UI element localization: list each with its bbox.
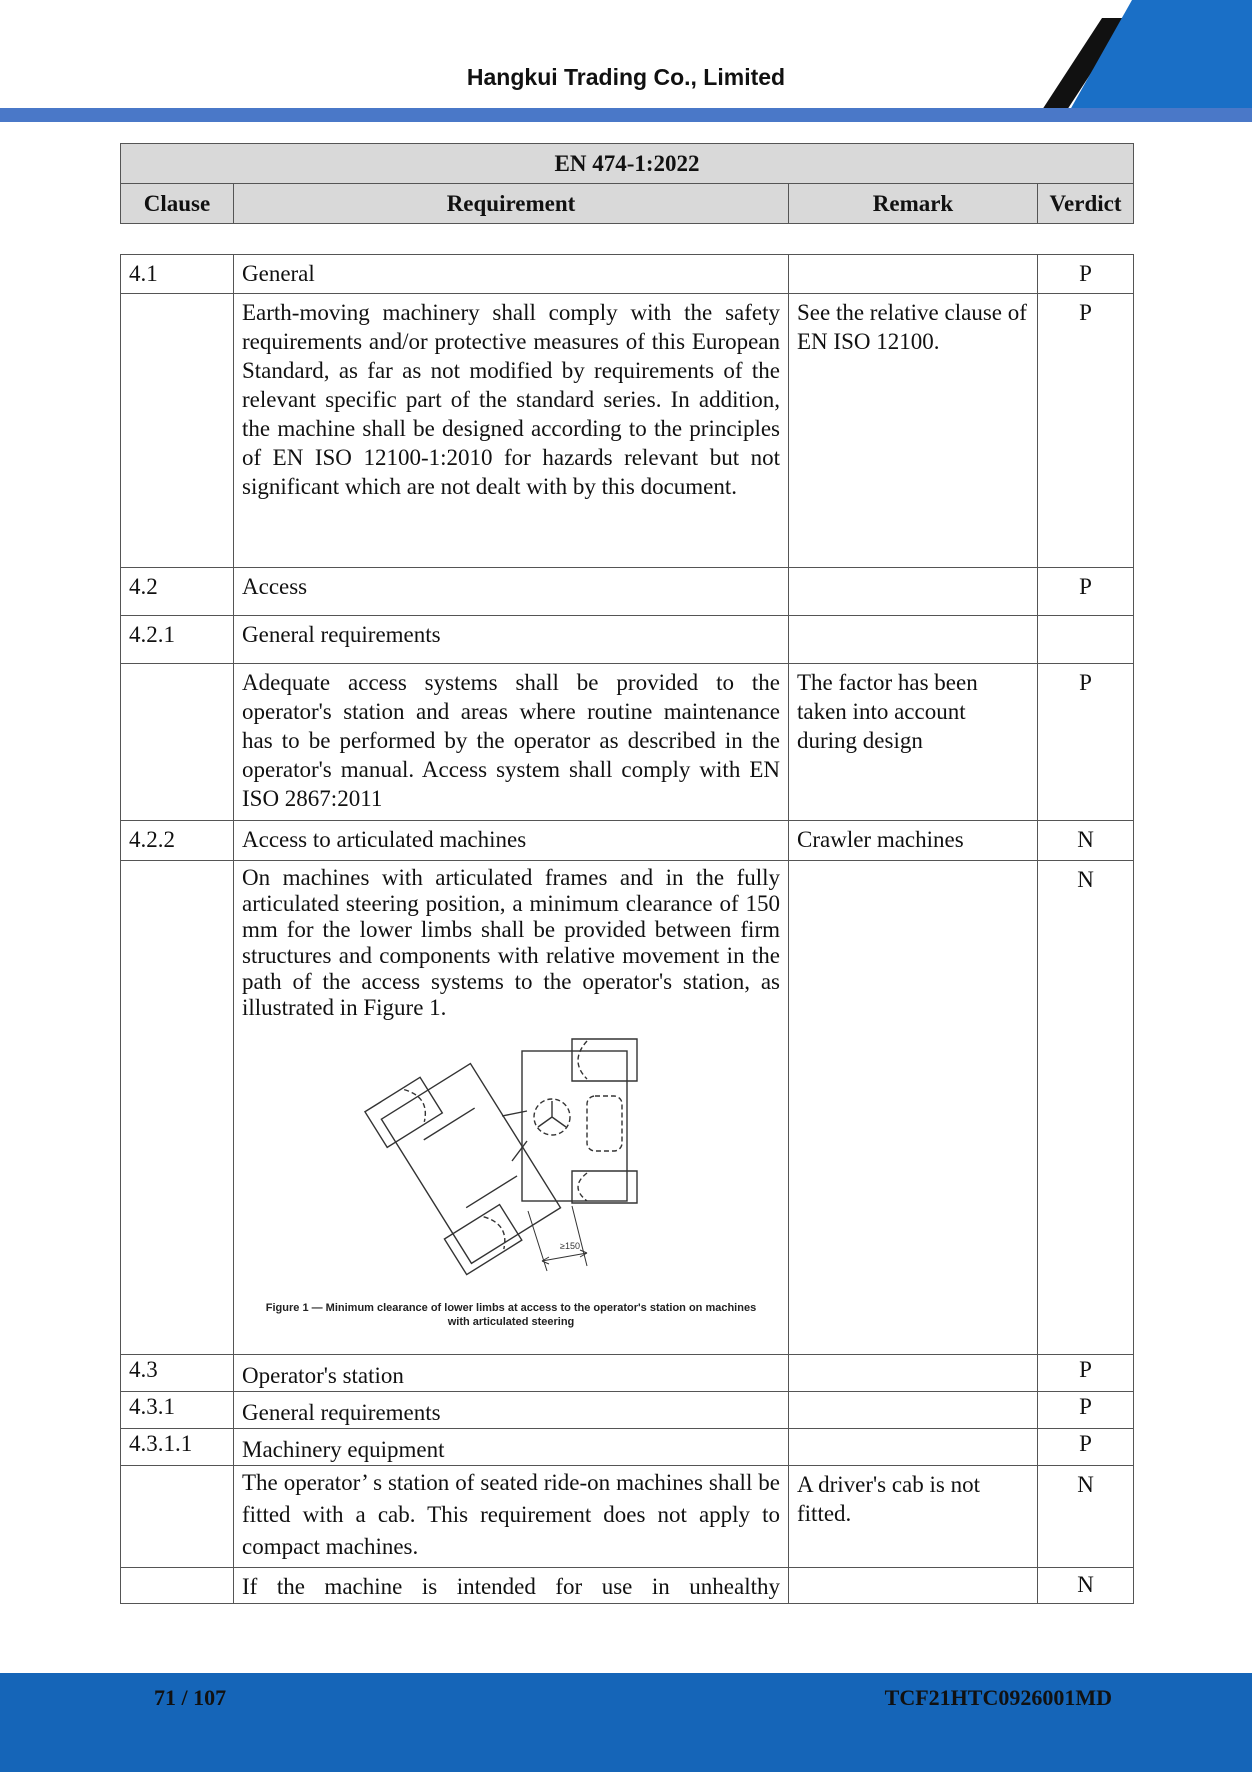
remark-cell: [789, 616, 1038, 664]
table-row: [121, 1429, 1134, 1466]
requirement-cell: Access to articulated machines: [234, 821, 789, 861]
requirement-cell: If the machine is intended for use in unhealthy: [234, 1568, 789, 1604]
verdict-cell: P: [1038, 1355, 1134, 1392]
verdict-cell: N: [1038, 861, 1134, 1355]
verdict-cell: [1038, 616, 1134, 664]
verdict-cell: P: [1038, 1392, 1134, 1429]
requirement-cell: General requirements: [234, 1392, 789, 1429]
table-row: [121, 1392, 1134, 1429]
header-band: [0, 108, 1252, 122]
requirement-cell: Access: [234, 568, 789, 616]
remark-cell: [789, 1429, 1038, 1466]
table-row: [121, 1466, 1134, 1568]
requirement-cell-with-figure: [234, 861, 789, 1355]
table-row: [121, 821, 1134, 861]
clause-cell: 4.3.1: [121, 1392, 234, 1429]
company-name: Hangkui Trading Co., Limited: [466, 64, 786, 90]
table-row: [121, 1568, 1134, 1604]
table-row: [121, 664, 1134, 821]
remark-cell: [789, 1355, 1038, 1392]
requirement-cell: General requirements: [234, 616, 789, 664]
figure-1: [242, 1021, 780, 1341]
verdict-cell: N: [1038, 1466, 1134, 1568]
clause-cell: [121, 1568, 234, 1604]
verdict-cell: N: [1038, 821, 1134, 861]
clause-cell: 4.2.2: [121, 821, 234, 861]
verdict-cell: P: [1038, 1429, 1134, 1466]
clause-cell: 4.2.1: [121, 616, 234, 664]
table-row: [121, 294, 1134, 568]
clause-cell: [121, 1466, 234, 1568]
verdict-cell: N: [1038, 1568, 1134, 1604]
remark-cell: See the relative clause of EN ISO 12100.: [789, 294, 1038, 568]
table-row: [121, 255, 1134, 294]
requirement-cell: Machinery equipment: [234, 1429, 789, 1466]
requirement-cell: General: [234, 255, 789, 294]
figure-caption: [242, 1301, 780, 1329]
articulated-clearance-drawing: [242, 1021, 781, 1301]
table-row: [121, 1355, 1134, 1392]
requirement-cell: The operator’ s station of seated ride-on machines shall be fitted with a cab. This requirement does not apply to compact machines.: [234, 1466, 789, 1568]
remark-cell: Crawler machines: [789, 821, 1038, 861]
requirement-cell: Earth-moving machinery shall comply with the safety requirements and/or protective measures of this European Standard, as far as not modified by requirements of the relevant specific part of the standard series. In addition, the machine shall be designed according to the principles of EN ISO 12100-1:2010 for hazards relevant but not significant which are not dealt with by this document.: [234, 294, 789, 568]
remark-cell: A driver's cab is not fitted.: [789, 1466, 1038, 1568]
figure-caption-line: with articulated steering: [447, 1316, 575, 1328]
table-row: [121, 568, 1134, 616]
clause-cell: [121, 861, 234, 1355]
verdict-cell: P: [1038, 664, 1134, 821]
standard-header-table: [120, 143, 1134, 224]
table-row: [121, 616, 1134, 664]
dimension-label: ≥150: [560, 1241, 580, 1251]
table-row: [121, 861, 1134, 1355]
requirement-cell: Adequate access systems shall be provided to the operator's station and areas where routine maintenance has to be performed by the operator as described in the operator's manual. Access system shall comply with EN ISO 2867:2011: [234, 664, 789, 821]
remark-cell: [789, 1568, 1038, 1604]
clause-cell: 4.3: [121, 1355, 234, 1392]
column-header-verdict: Verdict: [1038, 184, 1134, 224]
standard-title: EN 474-1:2022: [121, 144, 1134, 184]
verdict-cell: P: [1038, 294, 1134, 568]
clause-table: [120, 254, 1134, 1604]
requirement-text: On machines with articulated frames and in the fully articulated steering position, a minimum clearance of 150 mm for the lower limbs shall be provided between firm structures and components with relative movement in the path of the access systems to the operator's station, as illustrated in Figure 1.: [242, 865, 780, 1020]
remark-cell: The factor has been taken into account during design: [789, 664, 1038, 821]
clause-cell: [121, 294, 234, 568]
column-header-requirement: Requirement: [234, 184, 789, 224]
header-corner-decoration: [982, 0, 1252, 110]
report-number: TCF21HTC0926001MD: [884, 1685, 1112, 1710]
requirement-cell: Operator's station: [234, 1355, 789, 1392]
remark-cell: [789, 255, 1038, 294]
figure-caption-line: Figure 1 — Minimum clearance of lower limbs at access to the operator's station on machines: [265, 1302, 757, 1314]
column-header-clause: Clause: [121, 184, 234, 224]
clause-cell: 4.2: [121, 568, 234, 616]
page-number: 71 / 107: [154, 1685, 227, 1710]
clause-cell: [121, 664, 234, 821]
clause-cell: 4.3.1.1: [121, 1429, 234, 1466]
verdict-cell: P: [1038, 568, 1134, 616]
clause-cell: 4.1: [121, 255, 234, 294]
remark-cell: [789, 861, 1038, 1355]
remark-cell: [789, 1392, 1038, 1429]
remark-cell: [789, 568, 1038, 616]
column-header-remark: Remark: [789, 184, 1038, 224]
verdict-cell: P: [1038, 255, 1134, 294]
